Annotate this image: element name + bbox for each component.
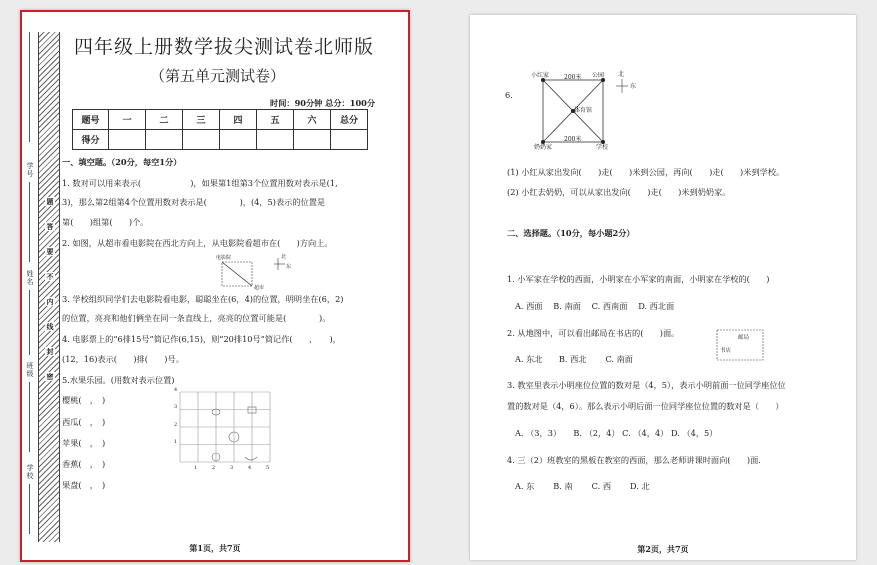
question-text: (1) 小红从家出发向( )走( )米到公园，再向( )走( )米到学校。 — [507, 167, 785, 177]
section-heading: 一、填空题。（20分，每空1分） — [62, 157, 182, 167]
score-cell: 六 — [294, 110, 331, 130]
score-cell: 题号 — [73, 110, 109, 130]
map-grandma-label: 奶奶家 — [534, 144, 553, 151]
grid-y-label: 1 — [174, 439, 178, 445]
grid-y-label: 3 — [174, 404, 178, 410]
grid-x-label: 2 — [212, 465, 216, 471]
fig-cinema-label: 电影院 — [216, 255, 232, 261]
answer-options: A. 东 B. 南 C. 西 D. 北 — [515, 481, 650, 491]
fruit-item: 果盘( ， ) — [62, 480, 106, 490]
score-cell: 一 — [109, 110, 146, 130]
score-cell: 四 — [220, 110, 257, 130]
fig-east-label: 东 — [286, 264, 292, 270]
question-text: 第( )组第( )个。 — [62, 217, 149, 227]
grid-y-label: 4 — [174, 387, 178, 393]
question-number: 6. — [505, 90, 513, 100]
score-cell: 二 — [146, 110, 183, 130]
margin-cut-char: 内 — [46, 297, 54, 306]
banana-icon — [245, 457, 257, 460]
margin-cut-char: 要 — [46, 247, 54, 256]
page-footer: 第1页，共7页 — [189, 543, 241, 553]
margin-cut-char: 线 — [46, 322, 54, 331]
map-gym-label: 体育馆 — [574, 107, 593, 114]
question-text: 4. 三（2）班教室的黑板在教室的西面，那么老师讲课时面向( )面. — [507, 455, 761, 465]
question-text: 1. 小军家在学校的西面，小明家在小军家的南面，小明家在学校的( ) — [507, 274, 770, 284]
margin-cut-char: 答 — [46, 222, 54, 231]
question-text: 5.水果乐园。(用数对表示位置) — [62, 375, 175, 385]
map-post-label: 邮局 — [738, 335, 750, 341]
fruit-item: 樱桃( ， ) — [62, 395, 106, 405]
score-cell: 三 — [183, 110, 220, 130]
map-book-label: 书店 — [720, 348, 732, 354]
margin-cut-char: 不 — [46, 272, 54, 281]
post-office-map — [470, 15, 856, 560]
time-score: 时间：90分钟 总分：100分 — [270, 98, 376, 108]
map-north-label: 北 — [618, 71, 625, 78]
score-cell: 五 — [257, 110, 294, 130]
question-text: 的位置，亮亮和他们俩坐在同一条直线上，亮亮的位置可能是( )。 — [62, 313, 331, 323]
question-text: (12，16)表示( )排( )号。 — [62, 354, 184, 364]
question-text: 置的数对是（4，6）。那么表示小明后面一位同学座位位置的数对是（ ） — [507, 401, 784, 411]
margin-cut-char: 题 — [46, 197, 54, 206]
question-text: 3)，那么第2组第4个位置用数对表示是( )，(4，5)表示的位置是 — [62, 197, 326, 207]
question-text: 3. 学校组织同学们去电影院看电影，聪聪坐在(6，4)的位置，明明坐在(6，2) — [62, 294, 344, 304]
fruit-item: 西瓜( ， ) — [62, 417, 106, 427]
margin-label-student-id: 学号 — [26, 162, 34, 178]
question-text: 2. 如图，从超市看电影院在西北方向上，从电影院看超市在( )方向上。 — [62, 238, 333, 248]
question-text: 1. 数对可以用来表示( )，如果第1组第3个位置用数对表示是(1, — [62, 178, 338, 188]
map-school-label: 学校 — [596, 144, 609, 151]
section-heading: 二、选择题。（10分，每小题2分） — [507, 228, 635, 238]
margin-label-name: 姓名 — [26, 270, 34, 286]
score-cell: 总分 — [331, 110, 368, 130]
margin-label-school: 学校 — [26, 464, 34, 480]
page-footer: 第2页，共7页 — [637, 544, 689, 554]
question-text: 4. 电影票上的“6排15号”简记作(6,15)，则“20排10号”简记作( ， )， — [62, 334, 341, 344]
margin-label-class: 班级 — [26, 362, 34, 378]
answer-options: A. 西面 B. 南面 C. 西南面 D. 西北面 — [515, 301, 675, 311]
map-east-label: 东 — [630, 83, 637, 90]
question-text: 2. 从地图中，可以看出邮局在书店的( )面。 — [507, 328, 680, 338]
fruit-grid — [22, 12, 412, 564]
fig-north-label: 北 — [281, 254, 287, 260]
page-title: 四年级上册数学拔尖测试卷北师版 — [74, 36, 375, 58]
fruit-item: 苹果( ， ) — [62, 438, 106, 448]
grid-y-label: 2 — [174, 422, 178, 428]
score-cell: 得分 — [73, 130, 109, 150]
grid-x-label: 3 — [230, 465, 234, 471]
grid-x-label: 4 — [248, 465, 252, 471]
margin-cut-char: 密 — [46, 372, 54, 381]
grid-x-label: 5 — [266, 465, 270, 471]
map-distance: 200米 — [564, 136, 582, 143]
fig-market-label: 超市 — [254, 285, 265, 291]
question-text: (2) 小红去奶奶，可以从家出发向( )走( )米到奶奶家。 — [507, 187, 731, 197]
question-text: 3. 教室里表示小明座位位置的数对是（4，5），表示小明前面一位同学座位位 — [507, 380, 786, 390]
margin-cut-char: 封 — [46, 347, 54, 356]
map-xiaohong-label: 小红家 — [531, 72, 550, 79]
map-distance: 200米 — [564, 74, 582, 81]
grid-x-label: 1 — [194, 465, 198, 471]
answer-options: A. （3，3） B. （2，4） C. （4，4） D. （4，5） — [515, 428, 718, 438]
page-1[interactable] — [20, 10, 410, 562]
page-subtitle: （第五单元测试卷） — [150, 67, 286, 85]
fruit-item: 香蕉( ， ) — [62, 459, 106, 469]
map-park-label: 公园 — [592, 72, 605, 79]
page-2[interactable] — [470, 15, 856, 560]
answer-options: A. 东北 B. 西北 C. 南面 — [515, 354, 633, 364]
